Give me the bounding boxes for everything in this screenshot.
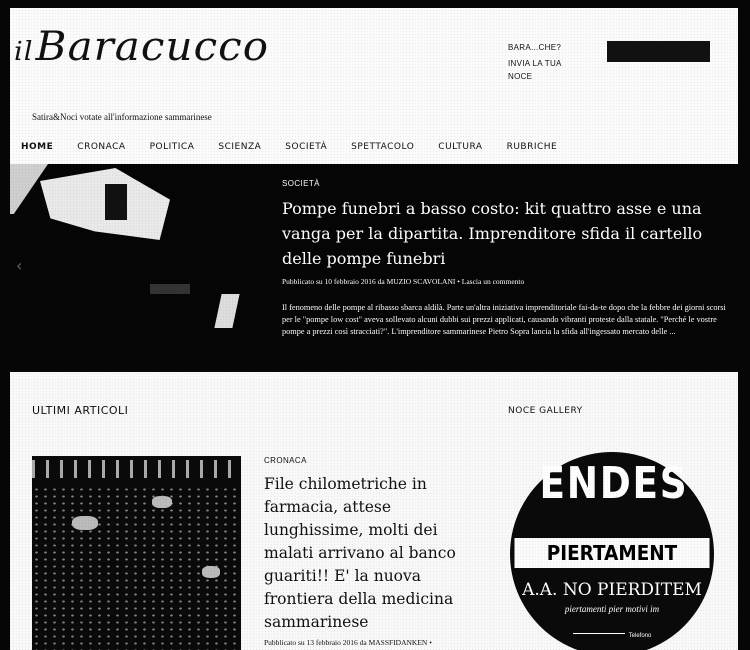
nav-item-cronaca[interactable]: CRONACA [77,142,126,152]
link-bara-che[interactable]: BARA...CHE? [508,43,562,52]
article-thumbnail[interactable] [32,456,241,650]
nav-item-rubriche[interactable]: RUBRICHE [506,142,558,152]
logo-name: Baracucco [35,24,270,70]
site-header [10,8,738,164]
nav-item-scienza[interactable]: SCIENZA [218,142,262,152]
article-meta: Pubblicato su 13 febbraio 2016 da MASSFIDANKEN • [264,638,432,647]
link-invia-la-tua[interactable]: INVIA LA TUA [508,59,562,68]
featured-image[interactable] [10,164,270,360]
image-fragment [105,184,127,220]
article-card [264,456,474,647]
image-fragment [150,284,190,294]
gallery-image[interactable] [510,452,714,650]
logo-prefix: il [14,37,34,67]
gallery-text: ENDES [539,458,689,509]
image-fragment [214,294,239,328]
nav-item-home[interactable]: HOME [21,142,54,152]
content-area [10,372,738,650]
gallery-text: Telefono [628,633,652,639]
featured-category[interactable]: SOCIETÀ [282,179,320,188]
nav-item-politica[interactable]: POLITICA [149,142,195,152]
article-category[interactable]: CRONACA [264,456,307,465]
nav-item-cultura[interactable]: CULTURA [438,142,483,152]
thumbnail-detail [32,460,241,478]
thumbnail-detail [152,496,172,508]
gallery-text: PIERTAMENT [514,538,709,568]
nav-item-societa[interactable]: SOCIETÀ [285,142,328,152]
article-title[interactable]: File chilometriche in farmacia, attese lunghissime, molti dei malati arrivano al banco guariti!! E' la nuova frontiera della medicina sammarinese [264,475,456,631]
featured-text [282,179,732,338]
site-tagline: Satira&Noci votate all'informazione sammarinese [32,112,212,122]
featured-excerpt: Il fenomeno delle pompe al ribasso sbarca aldilà. Parte un'altra iniziativa imprenditoriale fai-da-te dopo che la febbre dei giorni scorsi per le "pompe low cost" aveva sollevato alcuni dubbi sui prezzi applicati, causando vibranti proteste dalla statale. "Perché le vostre pompe a prezzi così stracciati?". L'imprenditore sammarinese Pietro Sopra lancia la sfida all'ingessato mercato delle ... [282,303,726,336]
gallery-heading: NOCE GALLERY [508,406,583,416]
latest-articles-heading: ULTIMI ARTICOLI [32,404,129,417]
thumbnail-detail [72,516,98,530]
featured-slider [10,164,738,360]
thumbnail-detail [202,566,220,578]
featured-title[interactable]: Pompe funebri a basso costo: kit quattro asse e una vanga per la dipartita. Imprenditore sfida il cartello delle pompe funebri [282,199,703,268]
featured-meta: Pubblicato su 10 febbraio 2016 da MUZIO SCAVOLANI • Lascia un commento [282,277,525,286]
top-links [508,41,562,83]
gallery-text: A.A. NO PIERDITEM [522,580,702,600]
slider-prev-icon[interactable]: ‹ [16,256,23,275]
search-input[interactable] [607,41,710,62]
link-noce[interactable]: NOCE [508,72,533,81]
main-nav [21,142,581,152]
nav-item-spettacolo[interactable]: SPETTACOLO [351,142,415,152]
gallery-footer [510,624,714,642]
gallery-text: piertamenti pier motivi im [564,604,660,614]
divider [573,633,625,634]
site-logo[interactable] [14,24,269,70]
